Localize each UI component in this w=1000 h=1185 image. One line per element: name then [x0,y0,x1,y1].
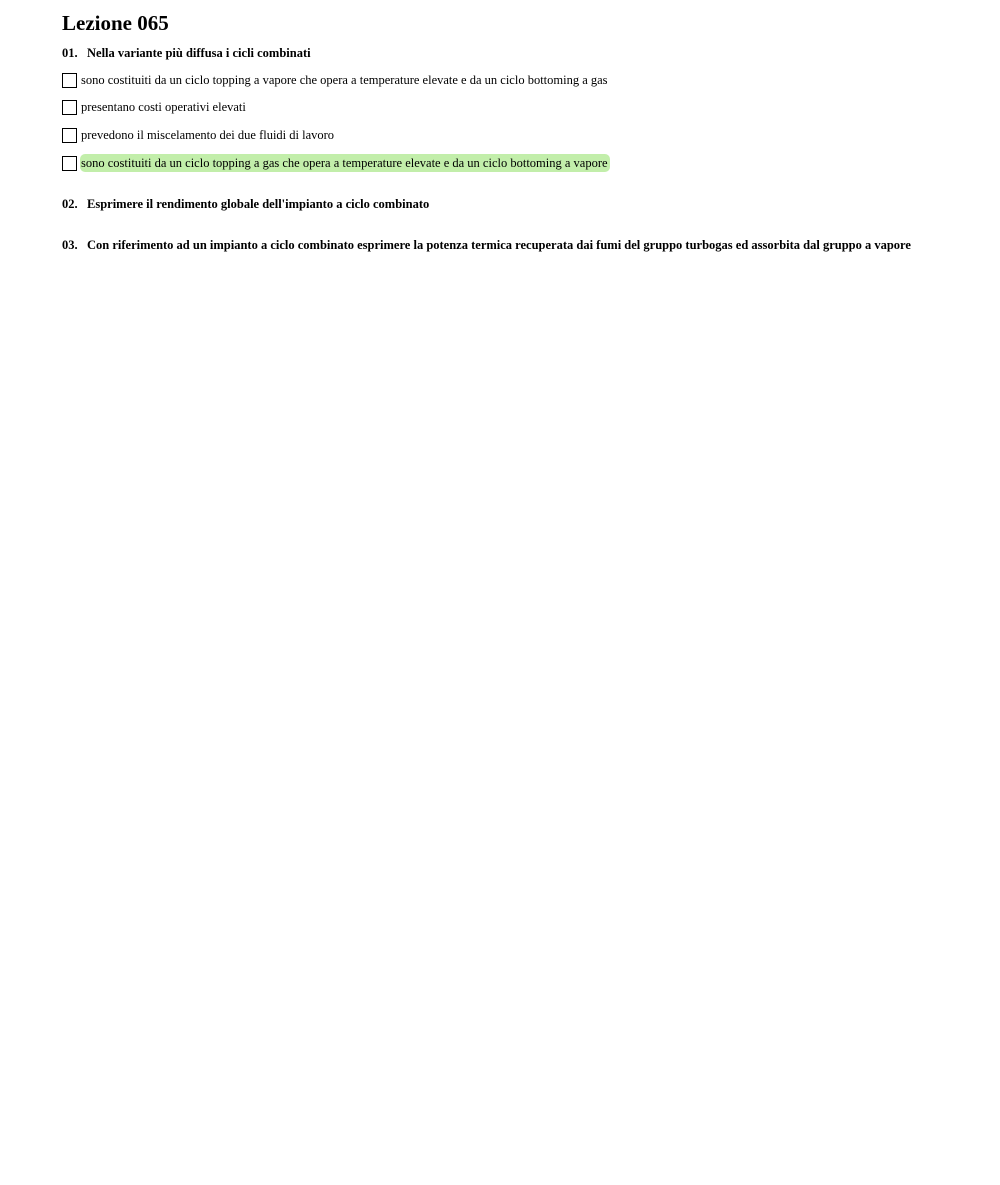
question-number: 03. [62,238,78,252]
answer-text-highlighted: sono costituiti da un ciclo topping a gas che opera a temperature elevate e da un ciclo bottoming a vapore [81,156,608,170]
answer-text: presentano costi operativi elevati [81,100,246,114]
answer-text: sono costituiti da un ciclo topping a vapore che opera a temperature elevate e da un ciclo bottoming a gas [81,73,608,87]
answer-checkbox[interactable] [62,156,77,171]
question-text: Nella variante più diffusa i cicli combinati [87,46,311,60]
answer-option-4[interactable] [62,154,610,172]
answer-option-3[interactable] [62,126,335,144]
question-02 [62,196,429,212]
question-text: Con riferimento ad un impianto a ciclo combinato esprimere la potenza termica recuperata dai fumi del gruppo turbogas ed assorbita dal gruppo a vapore [87,238,911,252]
question-number: 02. [62,197,78,211]
answer-checkbox[interactable] [62,73,77,88]
answer-option-1[interactable] [62,71,609,89]
answer-checkbox[interactable] [62,100,77,115]
lesson-title: Lezione 065 [62,11,169,35]
question-03 [62,237,911,253]
answer-checkbox[interactable] [62,128,77,143]
question-number: 01. [62,46,78,60]
answer-option-2[interactable] [62,98,247,116]
question-text: Esprimere il rendimento globale dell'impianto a ciclo combinato [87,197,430,211]
question-01 [62,45,311,61]
answer-text: prevedono il miscelamento dei due fluidi di lavoro [81,128,335,142]
